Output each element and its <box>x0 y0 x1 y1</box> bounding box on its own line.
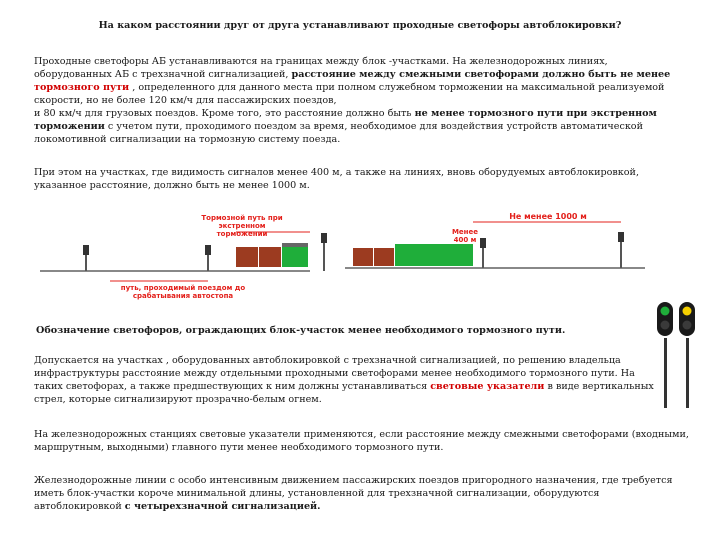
paragraph-light-indicators <box>34 354 654 406</box>
signal-right-2 <box>618 232 624 268</box>
label-autostop-path: путь, проходимый поездом до срабатывания автостопа <box>120 284 246 300</box>
p1-d: , определенного для данного места при полном служебном торможении на максимальной реализуемой скорости, но не более 120 км/ч для пассажирских поездов, <box>34 82 665 106</box>
paragraph-visibility: При этом на участках, где видимость сигналов менее 400 м, а также на линиях, вновь оборудуемых автоблокировкой, указанное расстояние, должно быть не менее 1000 м. <box>34 167 640 191</box>
caption-signals: Обозначение светофоров, ограждающих блок-участок менее необходимого тормозного пути. <box>36 325 566 336</box>
label-brake-path: Тормозной путь при экстренном торможении <box>201 214 283 238</box>
signal-left-1 <box>83 245 89 271</box>
p1-b: расстояние между смежными светофорами должно быть не менее <box>291 69 671 80</box>
p1-c: тормозного пути <box>34 82 130 93</box>
p1-g: с учетом пути, проходимого поездом за время, необходимое для воздействия устройств автоматической локомотивной сигнализации на тормозную систему поезда. <box>34 121 643 145</box>
p1-e: и 80 км/ч для грузовых поездов. Кроме того, это расстояние должно быть <box>34 108 415 119</box>
signal-heads <box>655 298 705 408</box>
paragraph-block-spacing <box>34 55 688 146</box>
p1-f: не менее тормозного пути при экстренном торможении <box>34 108 657 132</box>
page-title: На каком расстоянии друг от друга устанавливают проходные светофоры автоблокировки? <box>98 20 622 31</box>
paragraph-stations: На железнодорожных станциях световые указатели применяются, если расстояние между смежными светофорами (входными, маршрутным, выходными) главного пути менее необходимого тормозного пути. <box>34 429 689 453</box>
p5-a: Железнодорожные линии с особо интенсивным движением пассажирских поездов пригородного назначения, где требуется иметь блок-участки короче минимальной длины, установленной для трехзначной сигнализации, оборудуются автоблокировкой <box>34 475 673 512</box>
diagram-visibility <box>345 210 655 280</box>
paragraph-four-aspect <box>34 474 690 513</box>
signal-left-2 <box>205 245 211 271</box>
p3-c: в виде вертикальных стрел, которые сигнализируют прозрачно-белым огнем. <box>34 381 654 405</box>
train-left <box>236 243 308 267</box>
p1-a: Проходные светофоры АБ устанавливаются на границах между блок -участками. На железнодорожных линиях, оборудованных АБ с трехзначной сигнализацией, <box>34 56 608 80</box>
p3-a: Допускается на участках , оборудованных автоблокировкой с трехзначной сигнализацией, по решению владельца инфраструктуры расстояние между отдельными проходными светофорами менее необходимого тормозного пути. На таких светофорах, а также предшествующих к ним должны устанавливаться <box>34 355 635 392</box>
train-right <box>353 244 473 266</box>
label-less-400: Менее 400 м <box>451 228 479 244</box>
signal-left-3 <box>321 233 327 271</box>
signal-light-yellow <box>683 307 692 316</box>
p3-b: световые указатели <box>430 381 545 392</box>
signal-light-green <box>661 307 670 316</box>
p5-b: с четырехзначной сигнализацией. <box>124 501 321 512</box>
label-min-1000: Не менее 1000 м <box>509 212 587 221</box>
